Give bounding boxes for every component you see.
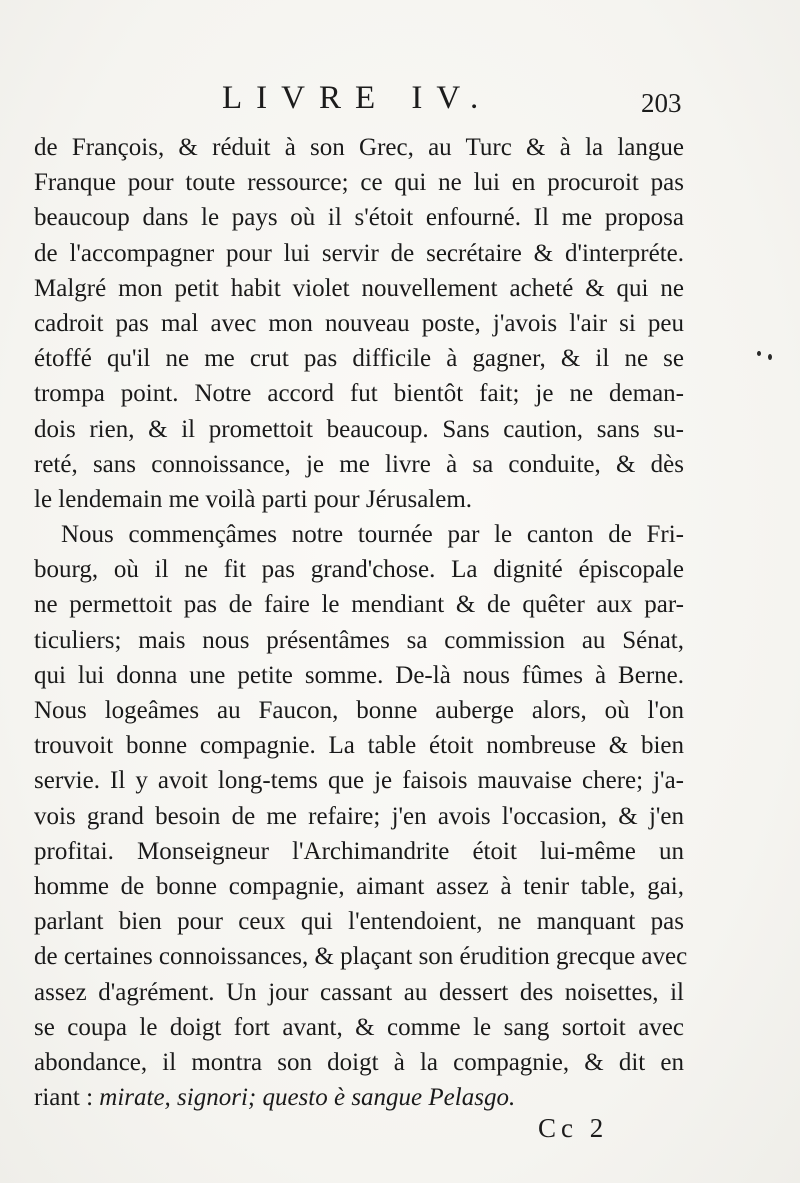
text-line: reté, sans connoissance, je me livre à sa conduite, & dès (34, 450, 684, 478)
text-line: abondance, il montra son doigt à la compagnie, & dit en (34, 1048, 684, 1076)
text-line: dois rien, & il promettoit beaucoup. Sans caution, sans su- (34, 415, 684, 443)
text-line: homme de bonne compagnie, aimant assez à tenir table, gai, (34, 872, 684, 900)
body-text (34, 130, 688, 1115)
text-line: étoffé qu'il ne me crut pas difficile à gagner, & il ne se (34, 345, 684, 373)
text-line: se coupa le doigt fort avant, & comme le sang sortoit avec (34, 1013, 684, 1041)
text-line: servie. Il y avoit long-tems que je faisois mauvaise chere; j'a- (34, 767, 684, 795)
text-line: qui lui donna une petite somme. De-là nous fûmes à Berne. (34, 661, 684, 689)
text-line-final (34, 1080, 684, 1115)
text-line: de François, & réduit à son Grec, au Turc & à la langue (34, 134, 684, 161)
text-line: cadroit pas mal avec mon nouveau poste, j'avois l'air si peu (34, 309, 684, 337)
running-head: LIVRE IV. (222, 80, 493, 116)
text-line-prefix: riant : (34, 1084, 100, 1112)
text-line: de l'accompagner pour lui servir de secrétaire & d'interpréte. (34, 239, 684, 267)
text-line: trouvoit bonne compagnie. La table étoit nombreuse & bien (34, 732, 684, 760)
text-line: profitai. Monseigneur l'Archimandrite étoit lui-même un (34, 837, 684, 865)
italic-quote: mirate, signori; questo è sangue Pelasgo. (99, 1084, 516, 1112)
text-line: Malgré mon petit habit violet nouvellement acheté & qui ne (34, 274, 684, 302)
text-line: Franque pour toute ressource; ce qui ne lui en procuroit pas (34, 169, 684, 197)
ink-speck (757, 351, 761, 356)
text-line: vois grand besoin de me refaire; j'en avois l'occasion, & j'en (34, 802, 684, 830)
page-number: 203 (641, 88, 682, 118)
text-line: ticuliers; mais nous présentâmes sa commission au Sénat, (34, 626, 684, 654)
text-line: Nous logeâmes au Faucon, bonne auberge alors, où l'on (34, 697, 684, 724)
signature-mark: Cc 2 (538, 1113, 609, 1143)
text-line: assez d'agrément. Un jour cassant au dessert des noisettes, il (34, 978, 684, 1006)
text-line: Nous commençâmes notre tournée par le canton de Fri- (61, 521, 684, 549)
text-line: parlant bien pour ceux qui l'entendoient, ne manquant pas (34, 908, 684, 936)
text-line: bourg, où il ne fit pas grand'chose. La dignité épiscopale (34, 556, 684, 584)
text-line: le lendemain me voilà parti pour Jérusalem. (34, 485, 473, 513)
text-line: ne permettoit pas de faire le mendiant & de quêter aux par- (34, 591, 684, 619)
ink-speck (768, 354, 772, 360)
text-line: de certaines connoissances, & plaçant son érudition grecque avec (34, 943, 688, 971)
text-line: trompa point. Notre accord fut bientôt fait; je ne deman- (34, 380, 684, 408)
text-line: beaucoup dans le pays où il s'étoit enfourné. Il me proposa (34, 204, 684, 232)
